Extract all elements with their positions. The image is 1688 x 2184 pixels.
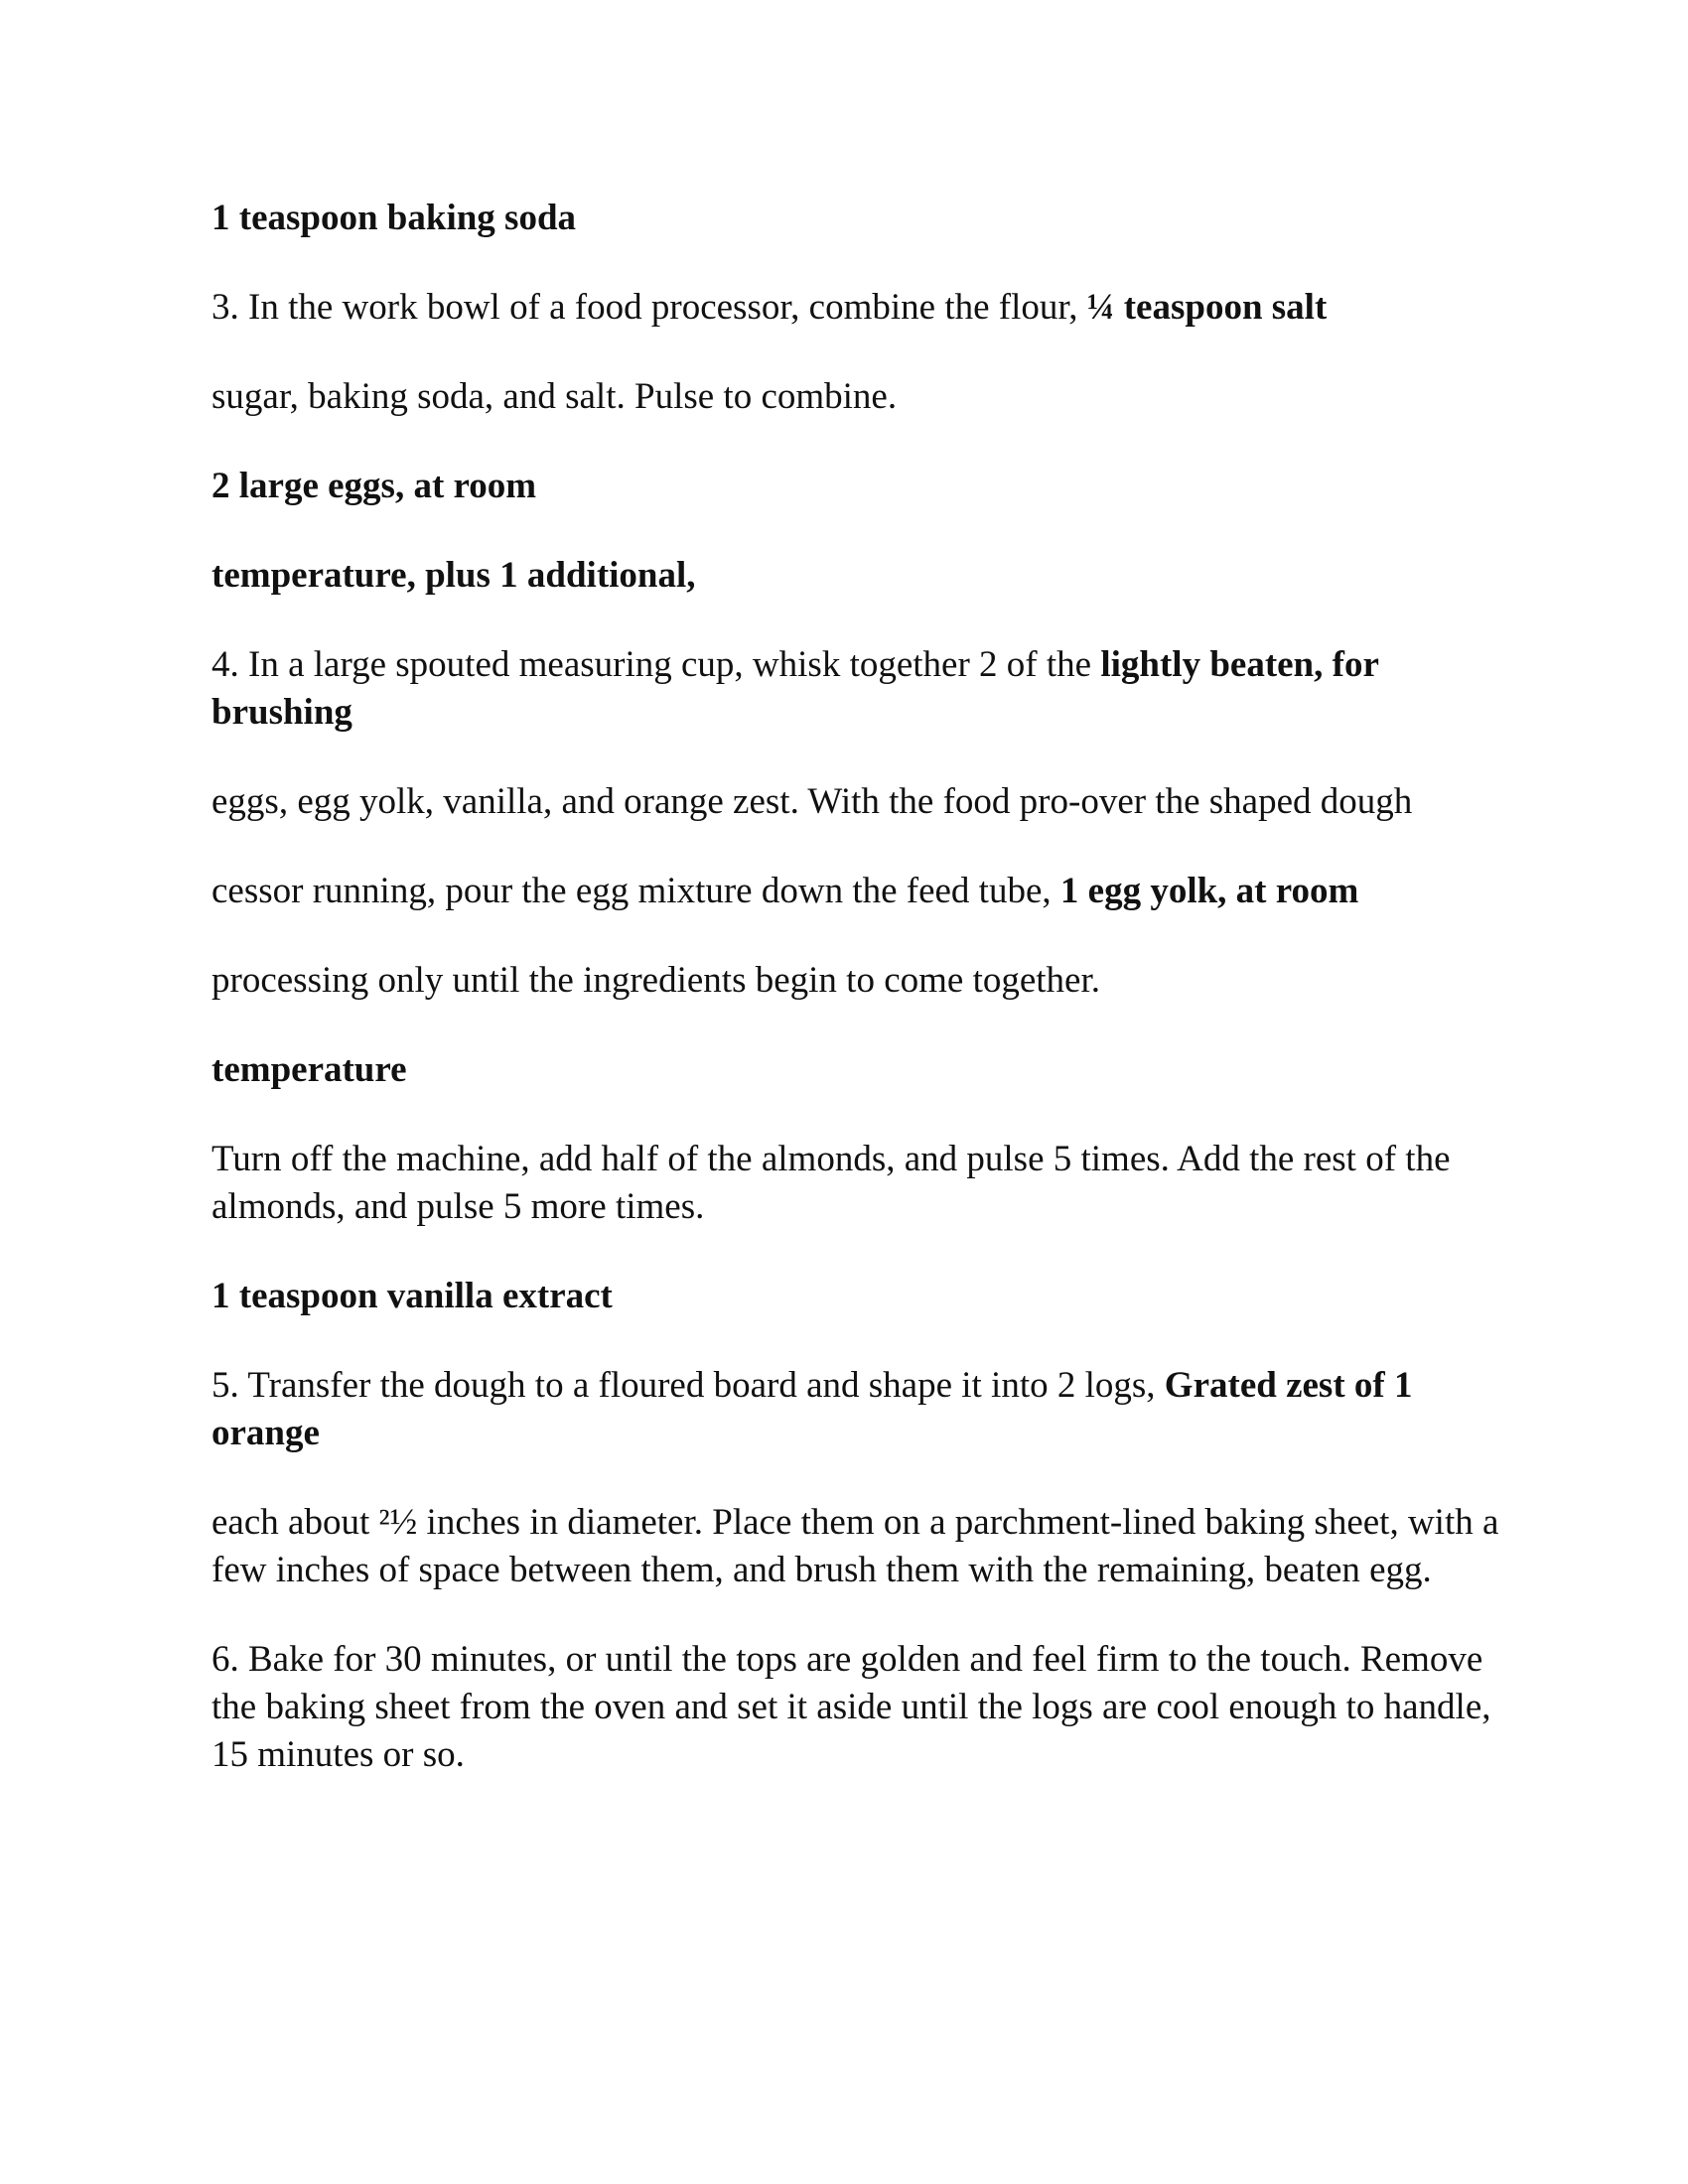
ingredient-text: 1 teaspoon baking soda bbox=[211, 198, 577, 238]
paragraph-6 bbox=[211, 641, 1502, 737]
body-text: 6. Bake for 30 minutes, or until the tops are golden and feel firm to the touch. Remove the baking sheet from the oven and set it aside until the logs are cool enough to handle, 15 minutes or so. bbox=[211, 1639, 1491, 1775]
paragraph-8 bbox=[211, 868, 1502, 915]
ingredient-text: lightly beaten, for brushing bbox=[211, 644, 1379, 733]
paragraph-1 bbox=[211, 195, 1502, 242]
paragraph-14 bbox=[211, 1499, 1502, 1594]
body-text: processing only until the ingredients begin to come together. bbox=[211, 960, 1101, 1001]
ingredient-text: Grated zest of 1 orange bbox=[211, 1365, 1413, 1453]
ingredient-text: 1 egg yolk, at room bbox=[1059, 871, 1359, 911]
ingredient-text: ¼ teaspoon salt bbox=[1086, 287, 1328, 328]
body-text: 3. In the work bowl of a food processor, combine the flour, bbox=[211, 287, 1087, 328]
body-text: sugar, baking soda, and salt. Pulse to combine. bbox=[211, 376, 898, 417]
paragraph-11 bbox=[211, 1136, 1502, 1231]
body-text: cessor running, pour the egg mixture down the feed tube, bbox=[211, 871, 1060, 911]
paragraph-9 bbox=[211, 957, 1502, 1005]
body-text: Turn off the machine, add half of the almonds, and pulse 5 times. Add the rest of the almonds, and pulse 5 more times. bbox=[211, 1139, 1451, 1227]
document-page bbox=[211, 195, 1502, 1821]
paragraph-2 bbox=[211, 284, 1502, 332]
paragraph-5 bbox=[211, 552, 1502, 600]
ingredient-text: 1 teaspoon vanilla extract bbox=[211, 1276, 613, 1316]
paragraph-3 bbox=[211, 373, 1502, 421]
body-text: eggs, egg yolk, vanilla, and orange zest. With the food pro-over the shaped dough bbox=[211, 781, 1413, 822]
ingredient-text: 2 large eggs, at room bbox=[211, 466, 537, 506]
ingredient-text: temperature bbox=[211, 1049, 407, 1090]
body-text: 5. Transfer the dough to a floured board and shape it into 2 logs, bbox=[211, 1365, 1165, 1406]
paragraph-13 bbox=[211, 1362, 1502, 1457]
paragraph-10 bbox=[211, 1046, 1502, 1094]
paragraph-15 bbox=[211, 1636, 1502, 1779]
body-text: each about ²½ inches in diameter. Place them on a parchment-lined baking sheet, with a few inches of space between them, and brush them with the remaining, beaten egg. bbox=[211, 1502, 1499, 1590]
paragraph-7 bbox=[211, 778, 1502, 826]
paragraph-12 bbox=[211, 1273, 1502, 1320]
ingredient-text: temperature, plus 1 additional, bbox=[211, 555, 696, 596]
paragraph-4 bbox=[211, 463, 1502, 510]
body-text: 4. In a large spouted measuring cup, whisk together 2 of the bbox=[211, 644, 1101, 685]
